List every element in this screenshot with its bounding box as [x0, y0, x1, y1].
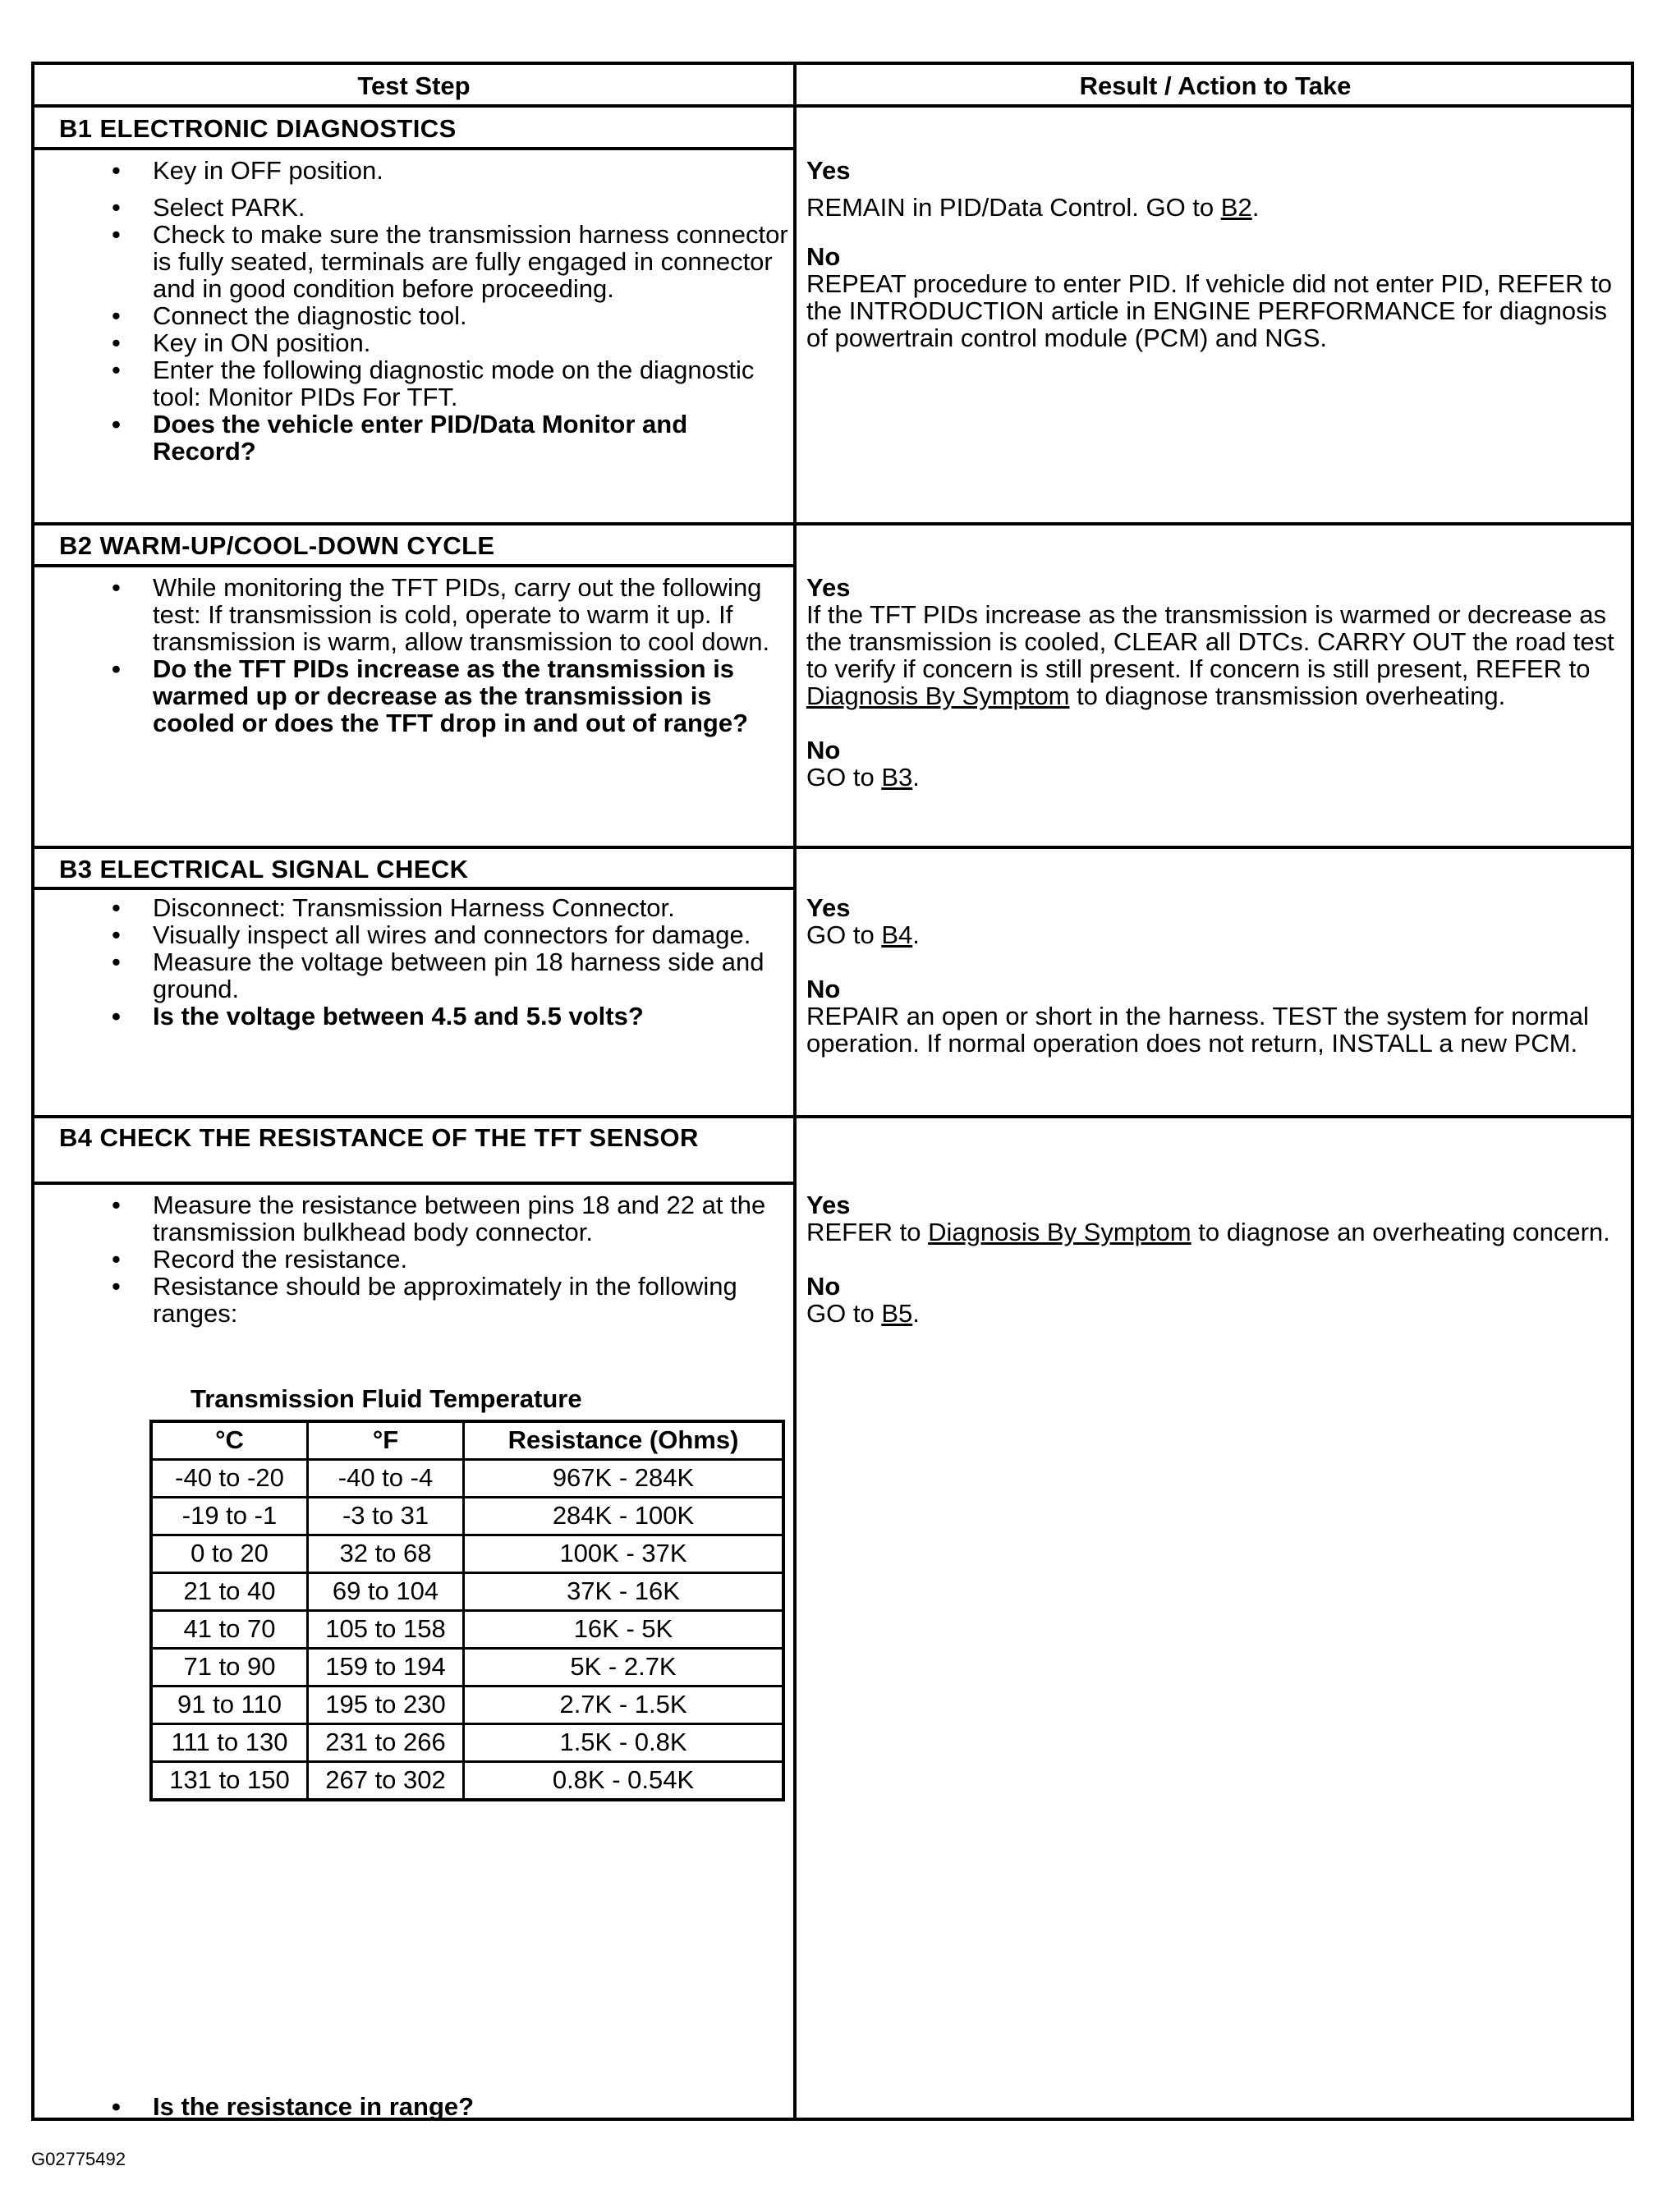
yes-label: Yes — [806, 156, 851, 185]
cell-f: -3 to 31 — [308, 1498, 464, 1535]
no-text-end: . — [912, 1299, 920, 1328]
no-label: No — [806, 1272, 841, 1301]
step-b3-title-divider — [34, 887, 795, 890]
step-b1-bullets — [59, 157, 790, 465]
cell-f: 159 to 194 — [308, 1649, 464, 1687]
list-item: • Resistance should be approximately in the following ranges: — [59, 1273, 790, 1327]
yes-text: REFER to — [806, 1218, 929, 1246]
step-b1-title: B1 ELECTRONIC DIAGNOSTICS — [59, 114, 457, 143]
yes-label: Yes — [806, 573, 851, 602]
step-b3-bullets — [59, 894, 790, 1030]
cell-c: 71 to 90 — [151, 1649, 308, 1687]
cell-ohms: 100K - 37K — [464, 1535, 784, 1573]
list-item: • Connect the diagnostic tool. — [59, 302, 790, 329]
no-text: GO to — [806, 763, 882, 792]
table-header-row — [151, 1421, 783, 1460]
no-text: REPEAT procedure to enter PID. If vehicle did not enter PID, REFER to the INTRODUCTION article in ENGINE PERFORMANCE for diagnosis of powertrain control module (PCM) and NGS. — [806, 269, 1612, 352]
yes-label: Yes — [806, 893, 851, 922]
link-b4[interactable]: B4 — [881, 920, 913, 949]
column-divider — [793, 65, 797, 2118]
link-b5[interactable]: B5 — [881, 1299, 913, 1328]
yes-text-end: . — [1251, 193, 1260, 222]
list-item: • Enter the following diagnostic mode on the diagnostic tool: Monitor PIDs For TFT. — [59, 356, 790, 411]
step-b3-title: B3 ELECTRICAL SIGNAL CHECK — [59, 855, 469, 883]
list-item: • Record the resistance. — [59, 1246, 790, 1273]
no-label: No — [806, 975, 841, 1003]
table-row — [151, 1573, 783, 1611]
cell-ohms: 5K - 2.7K — [464, 1649, 784, 1687]
cell-f: 195 to 230 — [308, 1687, 464, 1724]
link-diagnosis-by-symptom[interactable]: Diagnosis By Symptom — [928, 1218, 1192, 1246]
no-text: GO to — [806, 1299, 882, 1328]
table-row — [151, 1762, 783, 1801]
cell-f: 231 to 266 — [308, 1724, 464, 1762]
table-row — [151, 1687, 783, 1724]
tft-table-caption: Transmission Fluid Temperature — [191, 1384, 582, 1413]
list-item: • Measure the resistance between pins 18 and 22 at the transmission bulkhead body connector. — [59, 1191, 790, 1246]
row-divider-b2 — [34, 846, 1631, 849]
cell-ohms: 967K - 284K — [464, 1460, 784, 1498]
table-row — [151, 1460, 783, 1498]
step-b2-result — [806, 574, 1628, 791]
cell-c: 131 to 150 — [151, 1762, 308, 1801]
yes-text: REMAIN in PID/Data Control. GO to — [806, 193, 1221, 222]
header-fahrenheit: °F — [308, 1421, 464, 1460]
yes-text-end: to diagnose an overheating concern. — [1191, 1218, 1610, 1246]
cell-ohms: 2.7K - 1.5K — [464, 1687, 784, 1724]
step-b4-bullets — [59, 1191, 790, 1327]
header-test-step: Test Step — [357, 71, 471, 100]
cell-ohms: 37K - 16K — [464, 1573, 784, 1611]
list-item: • Visually inspect all wires and connectors for damage. — [59, 921, 790, 948]
step-b2-title-divider — [34, 564, 795, 567]
link-b3[interactable]: B3 — [881, 763, 913, 792]
step-b4-title-divider — [34, 1182, 795, 1185]
table-row — [151, 1611, 783, 1649]
step-b4-question: • Is the resistance in range? — [59, 2093, 790, 2120]
no-label: No — [806, 242, 841, 271]
yes-label: Yes — [806, 1191, 851, 1219]
cell-c: 21 to 40 — [151, 1573, 308, 1611]
cell-ohms: 1.5K - 0.8K — [464, 1724, 784, 1762]
step-b3-result — [806, 894, 1628, 1057]
figure-id: G02775492 — [31, 2149, 126, 2169]
step-b1-result — [806, 157, 1628, 351]
step-b1-question: • Does the vehicle enter PID/Data Monitor and Record? — [59, 411, 790, 465]
step-b3-question: • Is the voltage between 4.5 and 5.5 volts? — [59, 1003, 790, 1030]
cell-c: -19 to -1 — [151, 1498, 308, 1535]
table-row — [151, 1498, 783, 1535]
diagnostic-table — [31, 62, 1634, 2121]
list-item: • While monitoring the TFT PIDs, carry out the following test: If transmission is cold, operate to warm it up. If transmission is warm, allow transmission to cool down. — [59, 574, 790, 655]
table-row — [151, 1724, 783, 1762]
cell-c: 111 to 130 — [151, 1724, 308, 1762]
cell-ohms: 16K - 5K — [464, 1611, 784, 1649]
list-item: • Key in ON position. — [59, 329, 790, 356]
step-b4-title: B4 CHECK THE RESISTANCE OF THE TFT SENSOR — [59, 1123, 699, 1152]
yes-text: If the TFT PIDs increase as the transmission is warmed or decrease as the transmission is cooled, CLEAR all DTCs. CARRY OUT the road test to verify if concern is still present. If concern is still present, REFER to — [806, 600, 1614, 683]
table-row — [151, 1649, 783, 1687]
step-b2-bullets — [59, 574, 790, 737]
cell-f: -40 to -4 — [308, 1460, 464, 1498]
yes-text: GO to — [806, 920, 882, 949]
cell-f: 32 to 68 — [308, 1535, 464, 1573]
list-item: • Key in OFF position. — [59, 157, 790, 184]
tft-resistance-table — [149, 1420, 785, 1801]
no-text: REPAIR an open or short in the harness. TEST the system for normal operation. If normal operation does not return, INSTALL a new PCM. — [806, 1002, 1589, 1058]
row-divider-b3 — [34, 1115, 1631, 1118]
yes-text-end: to diagnose transmission overheating. — [1069, 681, 1506, 710]
step-b4-result — [806, 1191, 1628, 1327]
link-b2[interactable]: B2 — [1220, 193, 1252, 222]
table-row — [151, 1535, 783, 1573]
cell-ohms: 284K - 100K — [464, 1498, 784, 1535]
cell-f: 105 to 158 — [308, 1611, 464, 1649]
no-label: No — [806, 736, 841, 764]
step-b2-title: B2 WARM-UP/COOL-DOWN CYCLE — [59, 531, 495, 560]
no-text-end: . — [912, 763, 920, 792]
list-item: • Measure the voltage between pin 18 harness side and ground. — [59, 948, 790, 1003]
step-b4-question-list — [59, 2093, 790, 2120]
row-divider-b1 — [34, 522, 1631, 525]
list-item: • Check to make sure the transmission harness connector is fully seated, terminals are fully engaged in connector and in good condition before proceeding. — [59, 221, 790, 302]
cell-c: -40 to -20 — [151, 1460, 308, 1498]
cell-c: 41 to 70 — [151, 1611, 308, 1649]
cell-c: 91 to 110 — [151, 1687, 308, 1724]
header-celsius: °C — [151, 1421, 308, 1460]
header-resistance: Resistance (Ohms) — [464, 1421, 784, 1460]
list-item: • Disconnect: Transmission Harness Connector. — [59, 894, 790, 921]
list-item: • Select PARK. — [59, 194, 790, 221]
header-divider — [34, 104, 1631, 108]
step-b2-question: • Do the TFT PIDs increase as the transmission is warmed up or decrease as the transmission is cooled or does the TFT drop in and out of range? — [59, 655, 790, 737]
header-result: Result / Action to Take — [1079, 71, 1352, 100]
yes-text-end: . — [912, 920, 920, 949]
cell-f: 267 to 302 — [308, 1762, 464, 1801]
step-b1-title-divider — [34, 147, 795, 150]
link-diagnosis-by-symptom[interactable]: Diagnosis By Symptom — [806, 681, 1070, 710]
cell-ohms: 0.8K - 0.54K — [464, 1762, 784, 1801]
cell-c: 0 to 20 — [151, 1535, 308, 1573]
cell-f: 69 to 104 — [308, 1573, 464, 1611]
